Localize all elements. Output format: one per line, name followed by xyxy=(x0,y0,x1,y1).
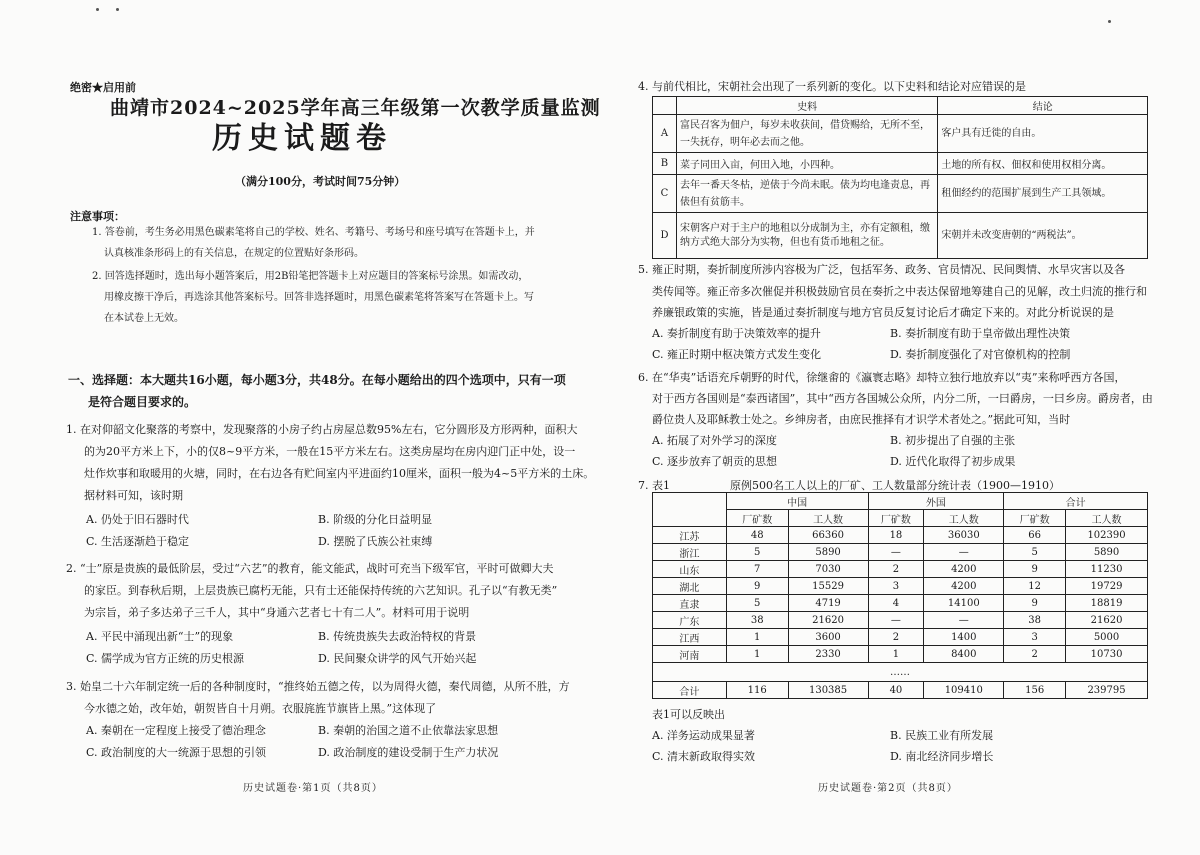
q6-option-b: B. 初步提出了自强的主张 xyxy=(890,434,1016,447)
notice-line: 在本试卷上无效。 xyxy=(104,313,184,324)
q7-group-header: 中国 xyxy=(726,493,868,510)
q7-row-cell: 102390 xyxy=(1066,527,1148,544)
q4-row-source: 宋朝客户对于主户的地租以分成制为主，亦有定额租，缴纳方式绝大部分为实物，但也有货币地租之征。 xyxy=(676,213,937,259)
q7-row-cell: 38 xyxy=(1004,612,1066,629)
q7-row-cell: 9 xyxy=(1004,561,1066,578)
q7-row-cell: 4200 xyxy=(924,561,1004,578)
q6-option-d: D. 近代化取得了初步成果 xyxy=(890,455,1016,468)
notice-heading: 注意事项： xyxy=(70,210,125,223)
q4-row-label: D xyxy=(653,213,677,259)
q7-sub-header: 工人数 xyxy=(924,510,1004,527)
q7-row-cell: 3 xyxy=(868,578,924,595)
q7-row-cell: 21620 xyxy=(1066,612,1148,629)
q7-sub-header: 厂矿数 xyxy=(868,510,924,527)
q7-row-cell: 9 xyxy=(1004,595,1066,612)
q7-option-c: C. 清末新政取得实效 xyxy=(652,750,756,763)
q7-row-cell: 66360 xyxy=(788,527,868,544)
q4-row-source: 菜子同田入亩，何田入地，小四种。 xyxy=(676,153,937,175)
q7-row-cell: — xyxy=(868,612,924,629)
section-heading-cont: 是符合题目要求的。 xyxy=(88,395,197,409)
secret-mark: 绝密★启用前 xyxy=(70,81,136,94)
scan-speck xyxy=(116,8,119,11)
q7-ellipsis-row: …… xyxy=(653,663,1148,682)
q7-row-cell: 8400 xyxy=(924,646,1004,663)
q4-row-conclusion: 客户具有迁徙的自由。 xyxy=(938,115,1148,153)
q7-row-cell: 18 xyxy=(868,527,924,544)
q2-text: 的家臣。到春秋后期，上层贵族已腐朽无能，只有士还能保持传统的六艺知识。孔子以“有教无类” xyxy=(84,584,558,597)
scan-speck xyxy=(96,8,99,11)
q4-row-source: 富民召客为佃户，每岁未收获间，借贷赐给，无所不至，一失抚存，明年必去而之他。 xyxy=(676,115,937,153)
q1-text: 据材料可知，该时期 xyxy=(84,489,183,502)
q7-row-province: 山东 xyxy=(653,561,727,578)
q4-row-source: 去年一番天冬枯，逆俵于今尚未眠。俵为均电逢责息，再俵但有贫筋丰。 xyxy=(676,175,937,213)
q7-row-province: 直隶 xyxy=(653,595,727,612)
q7-row-cell: 2 xyxy=(1004,646,1066,663)
q7-table-row xyxy=(653,561,1148,578)
q7-row-cell: 21620 xyxy=(788,612,868,629)
q7-row-cell: 1 xyxy=(726,646,788,663)
q7-table-corner xyxy=(653,493,727,527)
q6-text: 6. 在“华夷”话语充斥朝野的时代，徐继畬的《瀛寰志略》却特立独行地放弃以“夷”来称呼西方各国， xyxy=(638,371,1126,384)
q7-group-header: 外国 xyxy=(868,493,1004,510)
score-time: （满分100分，考试时间75分钟） xyxy=(235,175,406,188)
q7-table-row xyxy=(653,612,1148,629)
q7-group-header: 合计 xyxy=(1004,493,1148,510)
q7-row-cell: 5 xyxy=(726,544,788,561)
q7-table-row xyxy=(653,646,1148,663)
q4-row-label: C xyxy=(653,175,677,213)
q7-row-cell: — xyxy=(924,612,1004,629)
q7-row-cell: 4719 xyxy=(788,595,868,612)
q7-row-cell: 4200 xyxy=(924,578,1004,595)
q1-option-c: C. 生活逐渐趋于稳定 xyxy=(86,535,190,548)
exam-title: 曲靖市2024~2025学年高三年级第一次教学质量监测 xyxy=(110,97,601,119)
q6-option-a: A. 拓展了对外学习的深度 xyxy=(652,434,777,447)
q4-row-label: B xyxy=(653,153,677,175)
q4-table-corner xyxy=(653,97,677,115)
q2-option-b: B. 传统贵族失去政治特权的背景 xyxy=(318,630,477,643)
q7-sub-header: 工人数 xyxy=(788,510,868,527)
q4-row-label: A xyxy=(653,115,677,153)
q7-row-cell: 7 xyxy=(726,561,788,578)
q3-option-c: C. 政治制度的大一统源于思想的引领 xyxy=(86,746,267,759)
q7-row-cell: 5000 xyxy=(1066,629,1148,646)
q5-text: 类传闻等。雍正帝多次催促并积极鼓励官员在奏折之中表达保留地筹建自己的见解，改土归流的推行和 xyxy=(652,285,1147,298)
q7-sub-header: 厂矿数 xyxy=(1004,510,1066,527)
q7-row-cell: 1 xyxy=(726,629,788,646)
section-heading: 一、选择题：本大题共16小题，每小题3分，共48分。在每小题给出的四个选项中，只有一项 xyxy=(68,373,566,387)
q7-row-province: 江苏 xyxy=(653,527,727,544)
q7-row-cell: 10730 xyxy=(1066,646,1148,663)
q7-row-cell: 2330 xyxy=(788,646,868,663)
q2-option-a: A. 平民中涌现出新“士”的现象 xyxy=(86,630,234,643)
q7-caption: 原例500名工人以上的厂矿、工人数量部分统计表（1900—1910） xyxy=(730,479,1060,492)
notice-line: 认真核准条形码上的有关信息，在规定的位置贴好条形码。 xyxy=(104,248,364,259)
q5-text: 5. 雍正时期，奏折制度所涉内容极为广泛，包括军务、政务、官员情况、民间舆情、水旱灾害以及各 xyxy=(638,263,1125,276)
q5-text: 养廉银政策的实施，皆是通过奏折制度与地方官员反复讨论后才确定下来的。对此分析说误的是 xyxy=(652,306,1114,319)
q7-row-cell: 12 xyxy=(1004,578,1066,595)
q7-row-cell: 5 xyxy=(1004,544,1066,561)
right-page xyxy=(600,0,1200,855)
q7-option-a: A. 洋务运动成果显著 xyxy=(652,729,755,742)
q7-row-cell: 5 xyxy=(726,595,788,612)
q7-table-row xyxy=(653,629,1148,646)
q6-option-c: C. 逐步放弃了朝贡的思想 xyxy=(652,455,778,468)
q7-stat-table xyxy=(652,492,1148,699)
q7-total-cell: 130385 xyxy=(788,682,868,699)
q7-row-cell: 4 xyxy=(868,595,924,612)
q1-text: 1. 在对仰韶文化聚落的考察中，发现聚落的小房子约占房屋总数95%左右，它分圆形及方形两种，面积大 xyxy=(66,423,578,436)
q2-text: 2. “士”原是贵族的最低阶层，受过“六艺”的教育，能文能武，战时可充当下级军官，平时可做卿大夫 xyxy=(66,562,554,575)
q7-row-province: 江西 xyxy=(653,629,727,646)
q7-row-cell: 14100 xyxy=(924,595,1004,612)
q7-table-row xyxy=(653,527,1148,544)
q7-row-cell: 5890 xyxy=(788,544,868,561)
q2-option-c: C. 儒学成为官方正统的历史根源 xyxy=(86,652,245,665)
q7-row-cell: 36030 xyxy=(924,527,1004,544)
q7-row-cell: 18819 xyxy=(1066,595,1148,612)
q7-total-cell: 239795 xyxy=(1066,682,1148,699)
q4-text: 4. 与前代相比，宋朝社会出现了一系列新的变化。以下史料和结论对应错误的是 xyxy=(638,80,1026,93)
q7-row-cell: 5890 xyxy=(1066,544,1148,561)
q7-row-cell: 66 xyxy=(1004,527,1066,544)
q7-table-row xyxy=(653,544,1148,561)
q4-row-conclusion: 宋朝并未改变唐朝的“两税法”。 xyxy=(938,213,1148,259)
q3-option-b: B. 秦朝的治国之道不止依靠法家思想 xyxy=(318,724,499,737)
q5-option-d: D. 奏折制度强化了对官僚机构的控制 xyxy=(890,348,1071,361)
notice-line: 用橡皮擦干净后，再选涂其他答案标号。回答非选择题时，用黑色碳素笔将答案写在答题卡上。写 xyxy=(104,292,534,303)
q3-text: 今水德之始，改年始，朝贺皆自十月朔。衣服旄旌节旗皆上黑。”这体现了 xyxy=(84,702,437,715)
q7-row-cell: 9 xyxy=(726,578,788,595)
page-footer: 历史试题卷·第2页（共8页） xyxy=(818,783,958,794)
q7-row-cell: 19729 xyxy=(1066,578,1148,595)
q7-row-cell: 15529 xyxy=(788,578,868,595)
q7-total-cell: 40 xyxy=(868,682,924,699)
q1-option-d: D. 摆脱了氏族公社束缚 xyxy=(318,535,433,548)
q7-sub-header: 工人数 xyxy=(1066,510,1148,527)
q4-row-conclusion: 土地的所有权、佃权和使用权相分离。 xyxy=(938,153,1148,175)
q7-row-cell: 3600 xyxy=(788,629,868,646)
notice-line: 1. 答卷前，考生务必用黑色碳素笔将自己的学校、姓名、考籍号、考场号和座号填写在答题卡上，并 xyxy=(92,227,535,238)
q7-row-province: 浙江 xyxy=(653,544,727,561)
q1-option-a: A. 仍处于旧石器时代 xyxy=(86,513,189,526)
q7-row-cell: 38 xyxy=(726,612,788,629)
q7-option-b: B. 民族工业有所发展 xyxy=(890,729,994,742)
q7-row-province: 湖北 xyxy=(653,578,727,595)
q5-option-a: A. 奏折制度有助于决策效率的提升 xyxy=(652,327,821,340)
q2-option-d: D. 民间聚众讲学的风气开始兴起 xyxy=(318,652,477,665)
q6-text: 对于西方各国则是“泰西诸国”，其中“西方各国城公众所，内分二所，一曰爵房，一曰乡房。爵房者，由 xyxy=(652,392,1153,405)
q5-option-c: C. 雍正时期中枢决策方式发生变化 xyxy=(652,348,822,361)
q7-label: 7. 表1 xyxy=(638,479,670,492)
q7-total-row xyxy=(653,682,1148,699)
q7-row-cell: 48 xyxy=(726,527,788,544)
q7-total-label: 合计 xyxy=(653,682,727,699)
q7-row-cell: 2 xyxy=(868,629,924,646)
q6-text: 爵位贵人及耶稣教士处之。乡绅房者，由庶民推择有才识学术者处之。”据此可知，当时 xyxy=(652,413,1071,426)
q3-option-d: D. 政治制度的建设受制于生产力状况 xyxy=(318,746,499,759)
q5-option-b: B. 奏折制度有助于皇帝做出理性决策 xyxy=(890,327,1071,340)
q7-total-cell: 109410 xyxy=(924,682,1004,699)
q1-option-b: B. 阶级的分化日益明显 xyxy=(318,513,433,526)
q1-text: 灶作炊事和取暖用的火塘，同时，在右边各有贮间室内平进面约10厘米，面积一般为4~5平方米的土床。 xyxy=(84,467,595,480)
page-footer: 历史试题卷·第1页（共8页） xyxy=(243,783,383,794)
q7-table-row xyxy=(653,595,1148,612)
scan-speck xyxy=(1108,20,1111,23)
q7-total-cell: 116 xyxy=(726,682,788,699)
q7-table-body xyxy=(653,527,1148,663)
q7-row-cell: 11230 xyxy=(1066,561,1148,578)
q2-text: 为宗旨，弟子多达弟子三千人，其中“身通六艺者七十有二人”。材料可用于说明 xyxy=(84,606,470,619)
notice-line: 2. 回答选择题时，选出每小题答案后，用2B铅笔把答题卡上对应题目的答案标号涂黑。如需改动， xyxy=(92,271,529,282)
q7-row-province: 广东 xyxy=(653,612,727,629)
q7-row-cell: 7030 xyxy=(788,561,868,578)
q7-total-cell: 156 xyxy=(1004,682,1066,699)
q4-table-header: 结论 xyxy=(938,97,1148,115)
q7-option-d: D. 南北经济同步增长 xyxy=(890,750,994,763)
q7-row-cell: 1 xyxy=(868,646,924,663)
subject-title: 历史试题卷 xyxy=(212,121,392,156)
q7-prompt: 表1可以反映出 xyxy=(652,708,725,721)
q7-row-cell: — xyxy=(868,544,924,561)
q4-table xyxy=(652,96,1148,259)
q7-sub-header: 厂矿数 xyxy=(726,510,788,527)
q7-row-cell: 1400 xyxy=(924,629,1004,646)
q3-option-a: A. 秦朝在一定程度上接受了德治理念 xyxy=(86,724,266,737)
q3-text: 3. 始皇二十六年制定统一后的各种制度时，“推终始五德之传，以为周得火德，秦代周德，从所不胜，方 xyxy=(66,680,570,693)
q7-row-province: 河南 xyxy=(653,646,727,663)
q7-row-cell: 2 xyxy=(868,561,924,578)
q4-table-header: 史料 xyxy=(676,97,937,115)
q7-row-cell: 3 xyxy=(1004,629,1066,646)
q4-row-conclusion: 租佃经约的范围扩展到生产工具领域。 xyxy=(938,175,1148,213)
q7-row-cell: — xyxy=(924,544,1004,561)
q7-table-row xyxy=(653,578,1148,595)
q1-text: 的为20平方米上下，小的仅8~9平方米，一般在15平方米左右。这类房屋均在房内迎门正中处，设一 xyxy=(84,445,576,458)
